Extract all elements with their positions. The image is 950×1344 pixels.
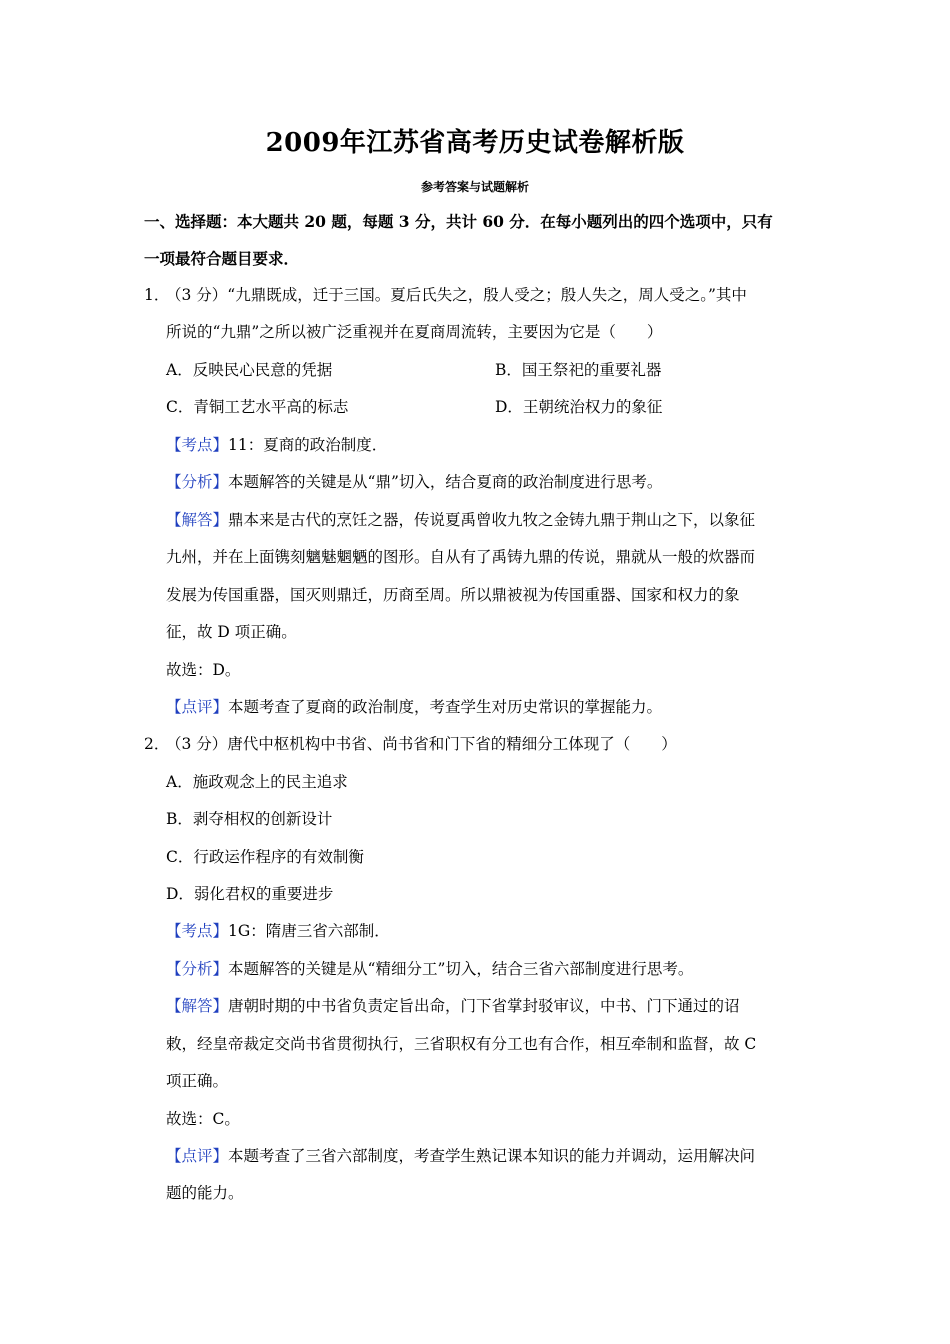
question-2-kaodian <box>166 913 810 950</box>
jieda-text-1: 鼎本来是古代的烹饪之器，传说夏禹曾收九牧之金铸九鼎于荆山之下，以象征 <box>228 511 756 529</box>
kaodian-tag: 【考点】 <box>166 922 229 940</box>
page-title: 2009年江苏省高考历史试卷解析版 <box>265 128 685 158</box>
question-2-jieda-line3: 项正确。 <box>166 1072 229 1090</box>
fenxi-tag: 【分析】 <box>166 960 229 978</box>
question-1-line1: （3 分）“九鼎既成，迁于三国。夏后氏失之，殷人受之；殷人失之，周人受之。”其中 <box>166 286 747 304</box>
question-1-jieda-line2: 九州，并在上面镌刻魑魅魍魉的图形。自从有了禹铸九鼎的传说，鼎就从一般的炊器而 <box>166 548 756 566</box>
question-1-jieda <box>166 502 810 539</box>
dianping-tag: 【点评】 <box>166 1147 229 1165</box>
question-1-kaodian <box>166 427 810 464</box>
dianping-text: 本题考查了夏商的政治制度，考查学生对历史常识的掌握能力。 <box>228 698 663 716</box>
question-2-fenxi <box>166 951 810 988</box>
question-1-jieda-line3: 发展为传国重器，国灭则鼎迁，历商至周。所以鼎被视为传国重器、国家和权力的象 <box>166 586 740 604</box>
question-2-stem <box>144 726 810 763</box>
question-1-number: 1． <box>144 286 170 304</box>
question-1-option-c: C．青铜工艺水平高的标志 <box>166 398 349 416</box>
kaodian-text: 1G：隋唐三省六部制． <box>228 922 390 940</box>
question-2-option-d: D．弱化君权的重要进步 <box>166 885 334 903</box>
fenxi-text: 本题解答的关键是从“精细分工”切入，结合三省六部制度进行思考。 <box>228 960 694 978</box>
fenxi-text: 本题解答的关键是从“鼎”切入，结合夏商的政治制度进行思考。 <box>228 473 663 491</box>
page-subtitle: 参考答案与试题解析 <box>420 180 529 194</box>
jieda-tag: 【解答】 <box>166 511 229 529</box>
question-1-option-d: D．王朝统治权力的象征 <box>495 398 663 416</box>
jieda-text-1: 唐朝时期的中书省负责定旨出命，门下省掌封驳审议，中书、门下通过的诏 <box>228 997 740 1015</box>
question-1-dianping <box>166 689 810 726</box>
kaodian-tag: 【考点】 <box>166 436 229 454</box>
question-2-option-b: B．剥夺相权的创新设计 <box>166 810 333 828</box>
question-2-dianping <box>166 1138 810 1175</box>
question-2-dianping-line2: 题的能力。 <box>166 1184 244 1202</box>
dianping-tag: 【点评】 <box>166 698 229 716</box>
question-1-jieda-line4: 征，故 D 项正确。 <box>166 623 297 641</box>
question-2-jieda <box>166 988 810 1025</box>
dianping-text-1: 本题考查了三省六部制度，考查学生熟记课本知识的能力并调动，运用解决问 <box>228 1147 756 1165</box>
fenxi-tag: 【分析】 <box>166 473 229 491</box>
question-2-option-c: C．行政运作程序的有效制衡 <box>166 848 364 866</box>
question-1-option-a: A．反映民心民意的凭据 <box>166 361 333 379</box>
question-1-fenxi <box>166 464 810 501</box>
section-heading-line2: 一项最符合题目要求． <box>144 249 300 268</box>
question-2-answer: 故选：C。 <box>166 1110 240 1128</box>
question-2-line1: （3 分）唐代中枢机构中书省、尚书省和门下省的精细分工体现了（ ） <box>166 735 677 753</box>
question-1-answer: 故选：D。 <box>166 661 241 679</box>
question-1-stem <box>144 277 810 314</box>
section-heading-line1: 一、选择题：本大题共 20 题，每题 3 分，共计 60 分．在每小题列出的四个选项中，只有 <box>144 212 773 231</box>
question-2-jieda-line2: 敕，经皇帝裁定交尚书省贯彻执行，三省职权有分工也有合作，相互牵制和监督，故 C <box>166 1035 757 1053</box>
jieda-tag: 【解答】 <box>166 997 229 1015</box>
question-2-option-a: A．施政观念上的民主追求 <box>166 773 348 791</box>
kaodian-text: 11：夏商的政治制度． <box>228 436 388 454</box>
question-2-number: 2． <box>144 735 170 753</box>
question-1-line2: 所说的“九鼎”之所以被广泛重视并在夏商周流转，主要因为它是（ ） <box>166 323 663 341</box>
question-1-option-b: B．国王祭祀的重要礼器 <box>495 361 662 379</box>
